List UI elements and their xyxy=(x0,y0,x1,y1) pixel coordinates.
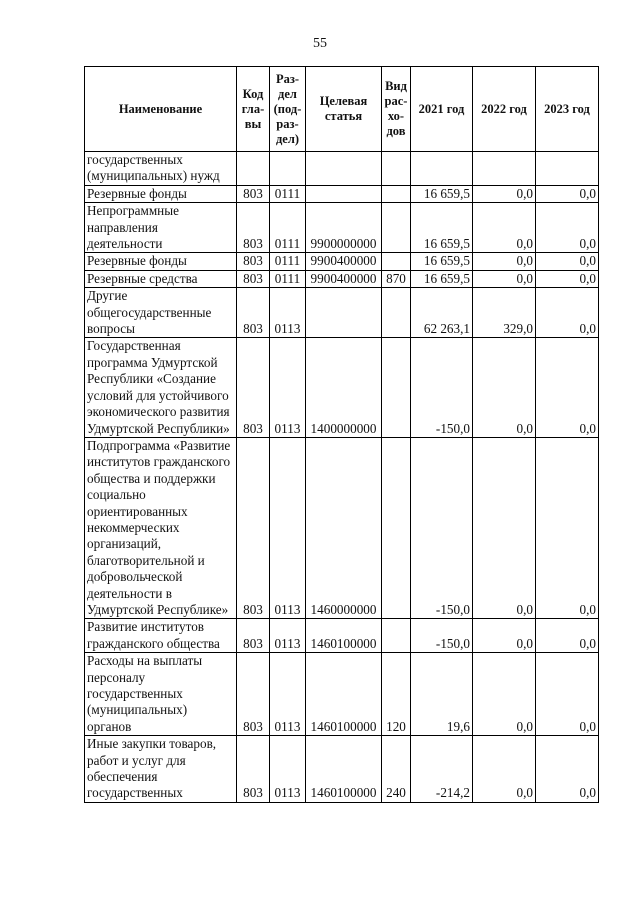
row-name: Непрограммные направления деятельности xyxy=(85,203,237,253)
row-2021: 16 659,5 xyxy=(411,270,473,287)
row-section: 0113 xyxy=(270,437,306,618)
row-section xyxy=(270,152,306,186)
row-expense xyxy=(382,152,411,186)
row-section: 0113 xyxy=(270,619,306,653)
table-header-row xyxy=(85,67,599,152)
header-2021: 2021 год xyxy=(411,67,473,152)
row-target: 1460100000 xyxy=(306,653,382,736)
row-2022: 0,0 xyxy=(473,437,536,618)
row-section: 0111 xyxy=(270,270,306,287)
row-name: Развитие институтов гражданского общества xyxy=(85,619,237,653)
row-2022: 0,0 xyxy=(473,653,536,736)
table-row xyxy=(85,653,599,736)
header-name: Наименование xyxy=(85,67,237,152)
row-name: Резервные фонды xyxy=(85,253,237,270)
row-name: государственных (муниципальных) нужд xyxy=(85,152,237,186)
row-expense: 240 xyxy=(382,736,411,803)
row-2023: 0,0 xyxy=(536,653,599,736)
row-section: 0113 xyxy=(270,736,306,803)
row-2021: -150,0 xyxy=(411,619,473,653)
row-section: 0111 xyxy=(270,203,306,253)
row-code: 803 xyxy=(237,185,270,202)
row-code: 803 xyxy=(237,653,270,736)
header-expense: Вид рас- хо- дов xyxy=(382,67,411,152)
row-expense xyxy=(382,288,411,338)
row-2023: 0,0 xyxy=(536,203,599,253)
row-2023: 0,0 xyxy=(536,185,599,202)
header-2022: 2022 год xyxy=(473,67,536,152)
row-expense: 870 xyxy=(382,270,411,287)
row-2023: 0,0 xyxy=(536,288,599,338)
row-section: 0113 xyxy=(270,653,306,736)
row-target: 1460100000 xyxy=(306,736,382,803)
row-2021: 19,6 xyxy=(411,653,473,736)
row-section: 0111 xyxy=(270,185,306,202)
row-code: 803 xyxy=(237,253,270,270)
row-expense xyxy=(382,253,411,270)
row-target xyxy=(306,152,382,186)
row-target xyxy=(306,185,382,202)
row-2022: 0,0 xyxy=(473,185,536,202)
row-2022: 0,0 xyxy=(473,736,536,803)
header-target: Целевая статья xyxy=(306,67,382,152)
table-row xyxy=(85,736,599,803)
row-2023: 0,0 xyxy=(536,619,599,653)
row-code: 803 xyxy=(237,203,270,253)
row-2022: 0,0 xyxy=(473,338,536,437)
row-target: 9900400000 xyxy=(306,253,382,270)
row-2021: 62 263,1 xyxy=(411,288,473,338)
row-2023: 0,0 xyxy=(536,736,599,803)
row-name: Иные закупки товаров, работ и услуг для обеспечения государственных xyxy=(85,736,237,803)
table-row xyxy=(85,619,599,653)
row-2021: 16 659,5 xyxy=(411,185,473,202)
table-row xyxy=(85,437,599,618)
row-2023: 0,0 xyxy=(536,437,599,618)
table-row xyxy=(85,270,599,287)
row-target: 1460000000 xyxy=(306,437,382,618)
row-2023 xyxy=(536,152,599,186)
table-row xyxy=(85,338,599,437)
row-name: Резервные фонды xyxy=(85,185,237,202)
row-name: Другие общегосударственные вопросы xyxy=(85,288,237,338)
row-name: Государственная программа Удмуртской Республики «Создание условий для устойчивого экономического развития Удмуртской Республики» xyxy=(85,338,237,437)
table-row xyxy=(85,253,599,270)
row-code xyxy=(237,152,270,186)
row-name: Расходы на выплаты персоналу государственных (муниципальных) органов xyxy=(85,653,237,736)
row-target: 1400000000 xyxy=(306,338,382,437)
row-expense xyxy=(382,338,411,437)
row-target: 9900000000 xyxy=(306,203,382,253)
row-2023: 0,0 xyxy=(536,338,599,437)
table-row xyxy=(85,152,599,186)
row-target: 1460100000 xyxy=(306,619,382,653)
row-name: Подпрограмма «Развитие институтов гражданского общества и поддержки социально ориентированных некоммерческих организаций, благотворительной и добровольческой деятельности в Удмуртской Республике» xyxy=(85,437,237,618)
page-number: 55 xyxy=(313,36,327,51)
table-row xyxy=(85,288,599,338)
row-2021: -150,0 xyxy=(411,338,473,437)
row-name: Резервные средства xyxy=(85,270,237,287)
row-section: 0111 xyxy=(270,253,306,270)
row-section: 0113 xyxy=(270,288,306,338)
row-2022: 0,0 xyxy=(473,203,536,253)
row-2021: -150,0 xyxy=(411,437,473,618)
row-2022: 329,0 xyxy=(473,288,536,338)
row-2022: 0,0 xyxy=(473,253,536,270)
row-2021: 16 659,5 xyxy=(411,253,473,270)
row-2022: 0,0 xyxy=(473,270,536,287)
row-code: 803 xyxy=(237,736,270,803)
row-2021: 16 659,5 xyxy=(411,203,473,253)
table-row xyxy=(85,185,599,202)
row-expense xyxy=(382,185,411,202)
row-2023: 0,0 xyxy=(536,253,599,270)
row-code: 803 xyxy=(237,270,270,287)
row-code: 803 xyxy=(237,288,270,338)
row-2023: 0,0 xyxy=(536,270,599,287)
row-expense xyxy=(382,619,411,653)
row-code: 803 xyxy=(237,437,270,618)
header-section: Раз- дел (под- раз- дел) xyxy=(270,67,306,152)
budget-table xyxy=(84,66,599,803)
row-expense: 120 xyxy=(382,653,411,736)
row-code: 803 xyxy=(237,619,270,653)
row-code: 803 xyxy=(237,338,270,437)
row-2022: 0,0 xyxy=(473,619,536,653)
row-2022 xyxy=(473,152,536,186)
row-expense xyxy=(382,203,411,253)
row-target: 9900400000 xyxy=(306,270,382,287)
row-target xyxy=(306,288,382,338)
row-expense xyxy=(382,437,411,618)
table-row xyxy=(85,203,599,253)
row-2021: -214,2 xyxy=(411,736,473,803)
row-section: 0113 xyxy=(270,338,306,437)
row-2021 xyxy=(411,152,473,186)
header-2023: 2023 год xyxy=(536,67,599,152)
header-code: Код гла- вы xyxy=(237,67,270,152)
